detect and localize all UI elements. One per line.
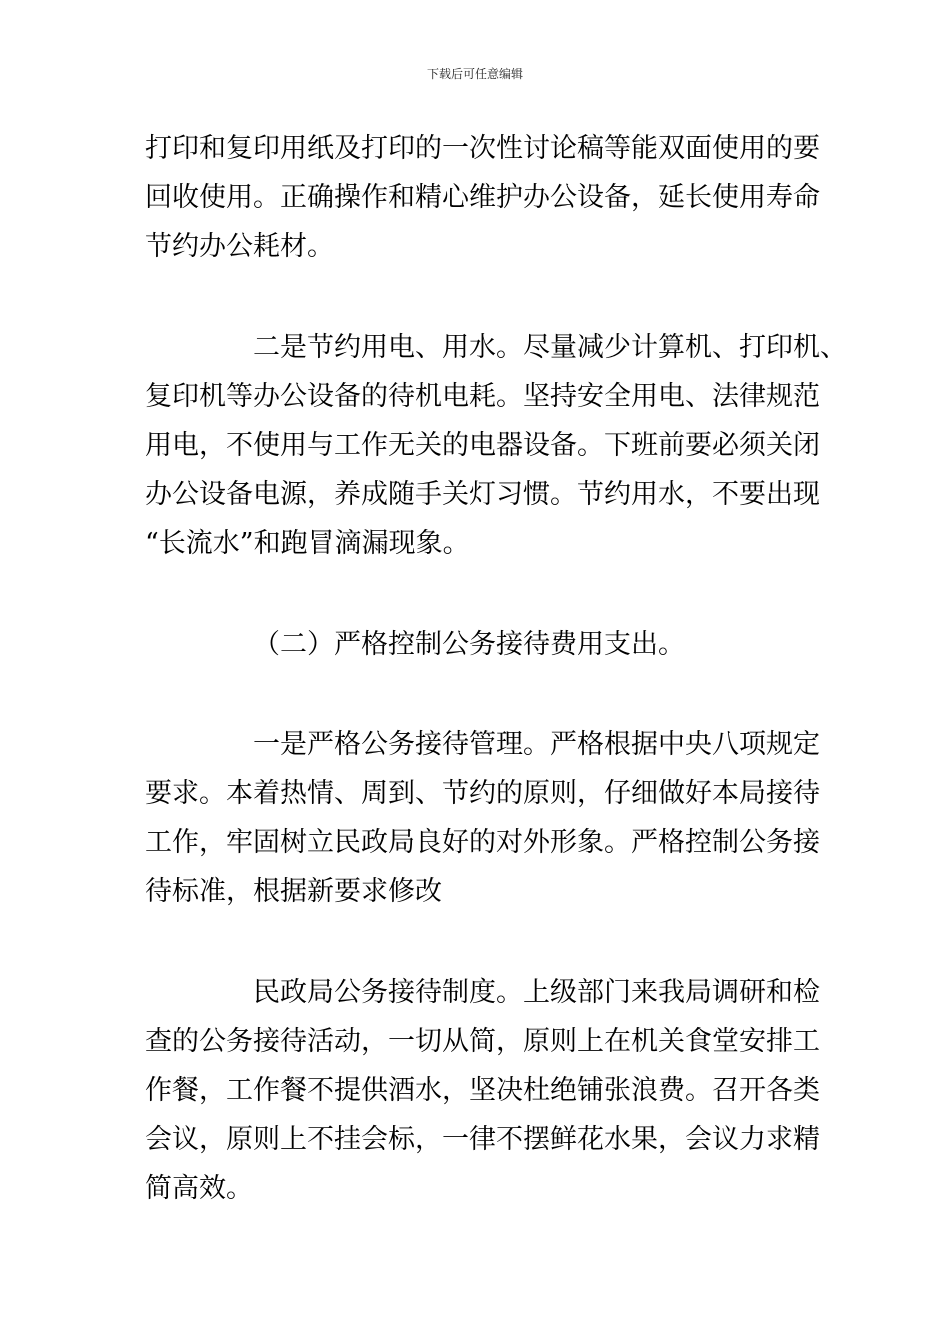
paragraph-4-line-1: 一是严格公务接待管理。严格根据中央八项规定	[253, 729, 820, 760]
paragraph-5-line-4: 会议，原则上不挂会标，一律不摆鲜花水果，会议力求精	[145, 1124, 820, 1155]
paragraph-2-line-3: 用电，不使用与工作无关的电器设备。下班前要必须关闭	[145, 430, 820, 461]
paragraph-5-line-2: 查的公务接待活动，一切从简，原则上在机关食堂安排工	[145, 1026, 820, 1057]
paragraph-2-line-2: 复印机等办公设备的待机电耗。坚持安全用电、法律规范	[145, 381, 820, 412]
paragraph-5-line-5: 简高效。	[145, 1173, 253, 1204]
paragraph-4-line-2: 要求。本着热情、周到、节约的原则，仔细做好本局接待	[145, 778, 820, 809]
paragraph-2-line-4: 办公设备电源，养成随手关灯习惯。节约用水，不要出现	[145, 479, 820, 510]
paragraph-1-line-1: 打印和复印用纸及打印的一次性讨论稿等能双面使用的要	[145, 133, 820, 164]
paragraph-5-line-1: 民政局公务接待制度。上级部门来我局调研和检	[253, 977, 820, 1008]
paragraph-4-line-4: 待标准，根据新要求修改	[145, 876, 442, 907]
paragraph-5-line-3: 作餐，工作餐不提供酒水，坚决杜绝铺张浪费。召开各类	[145, 1075, 820, 1106]
page-header: 下载后可任意编辑	[426, 67, 523, 81]
paragraph-2-line-5: “长流水”和跑冒滴漏现象。	[145, 528, 470, 559]
paragraph-1-line-2: 回收使用。正确操作和精心维护办公设备，延长使用寿命	[145, 182, 820, 213]
paragraph-4-line-3: 工作，牢固树立民政局良好的对外形象。严格控制公务接	[145, 827, 820, 858]
paragraph-1-line-3: 节约办公耗材。	[145, 231, 334, 262]
paragraph-2-line-1: 二是节约用电、用水。尽量减少计算机、打印机、	[253, 332, 847, 363]
section-heading: （二）严格控制公务接待费用支出。	[253, 629, 685, 660]
